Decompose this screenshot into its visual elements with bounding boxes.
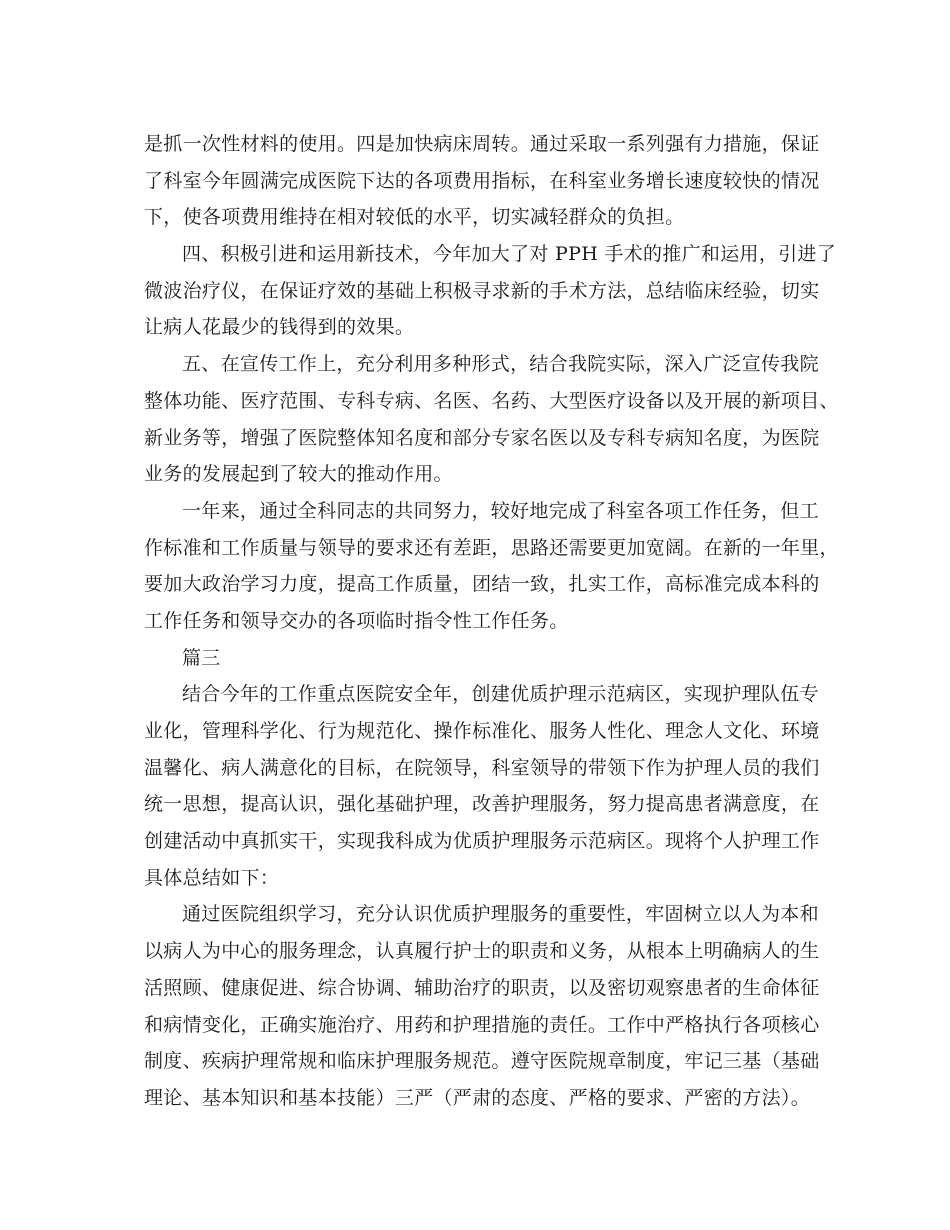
paragraph-first-line: 篇三 bbox=[182, 646, 221, 669]
text-line: 和病情变化，正确实施治疗、用药和护理措施的责任。工作中严格执行各项核心 bbox=[144, 1013, 820, 1036]
paragraph-first-line: 通过医院组织学习，充分认识优质护理服务的重要性，牢固树立以人为本和 bbox=[182, 903, 819, 926]
paragraph-first-line: 四、积极引进和运用新技术，今年加大了对 PPH 手术的推广和运用，引进了 bbox=[182, 243, 837, 266]
text-line: 业化，管理科学化、行为规范化、操作标准化、服务人性化、理念人文化、环境 bbox=[144, 720, 820, 742]
text-line: 制度、疾病护理常规和临床护理服务规范。遵守医院规章制度，牢记三基（基础 bbox=[144, 1050, 820, 1073]
text-line: 微波治疗仪，在保证疗效的基础上积极寻求新的手术方法，总结临床经验，切实 bbox=[144, 279, 820, 302]
text-line: 活照顾、健康促进、综合协调、辅助治疗的职责，以及密切观察患者的生命体征 bbox=[144, 976, 820, 999]
text-line: 新业务等，增强了医院整体知名度和部分专家名医以及专科专病知名度，为医院 bbox=[144, 426, 820, 449]
paragraph-first-line: 五、在宣传工作上，充分利用多种形式，结合我院实际，深入广泛宣传我院 bbox=[182, 353, 819, 376]
text-line: 下，使各项费用维持在相对较低的水平，切实减轻群众的负担。 bbox=[144, 206, 685, 229]
text-line: 整体功能、医疗范围、专科专病、名医、名药、大型医疗设备以及开展的新项目、 bbox=[144, 389, 839, 412]
text-line: 让病人花最少的钱得到的效果。 bbox=[144, 316, 415, 339]
text-line: 创建活动中真抓实干，实现我科成为优质护理服务示范病区。现将个人护理工作 bbox=[144, 830, 820, 853]
text-line: 统一思想，提高认识，强化基础护理，改善护理服务，努力提高患者满意度，在 bbox=[144, 793, 820, 816]
text-line: 具体总结如下： bbox=[144, 866, 280, 889]
text-line: 以病人为中心的服务理念，认真履行护士的职责和义务，从根本上明确病人的生 bbox=[144, 940, 820, 963]
text-line: 工作任务和领导交办的各项临时指令性工作任务。 bbox=[144, 609, 569, 632]
paragraph-first-line: 结合今年的工作重点医院安全年，创建优质护理示范病区，实现护理队伍专 bbox=[182, 683, 819, 706]
document-body bbox=[144, 126, 839, 1117]
text-line: 理论、基本知识和基本技能）三严（严肃的态度、严格的要求、严密的方法）。 bbox=[144, 1086, 811, 1109]
text-line: 业务的发展起到了较大的推动作用。 bbox=[144, 463, 453, 486]
text-line: 作标准和工作质量与领导的要求还有差距，思路还需要更加宽阔。在新的一年里， bbox=[144, 536, 839, 559]
paragraph-first-line: 一年来，通过全科同志的共同努力，较好地完成了科室各项工作任务，但工 bbox=[182, 499, 819, 522]
text-line: 要加大政治学习力度，提高工作质量，团结一致，扎实工作，高标准完成本科的 bbox=[144, 573, 820, 596]
text-line: 温馨化、病人满意化的目标，在院领导，科室领导的带领下作为护理人员的我们 bbox=[144, 756, 820, 779]
text-line: 是抓一次性材料的使用。四是加快病床周转。通过采取一系列强有力措施，保证 bbox=[144, 133, 820, 155]
text-line: 了科室今年圆满完成医院下达的各项费用指标，在科室业务增长速度较快的情况 bbox=[144, 169, 820, 192]
